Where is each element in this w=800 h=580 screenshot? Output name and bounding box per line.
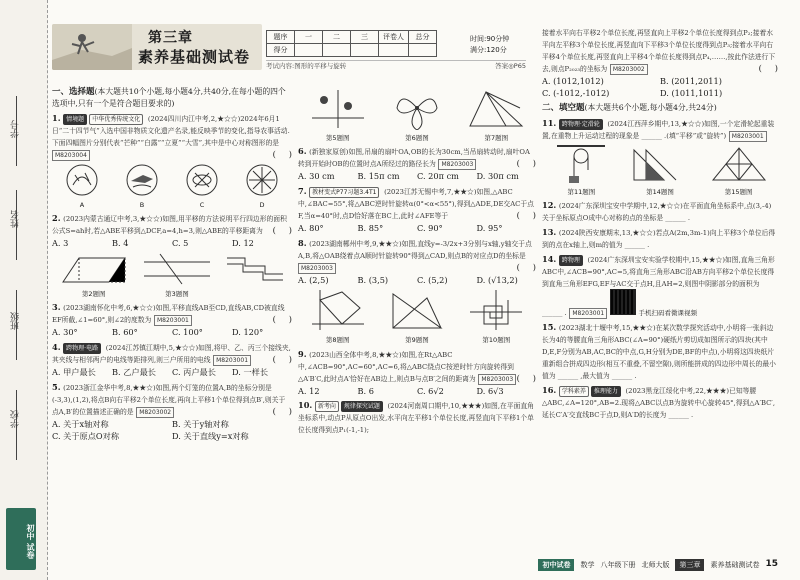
question-text: (2024河南周口期中,10,★★★)如图,在平面直角坐标系中,动点P从原点O出发,水平向左平移1个单位长度,再竖直向下平移1个单位长度得到点P₁(-1,-1); [298,402,534,435]
question-text: (2023内蒙古通辽中考,3,★☆☆)如图,用平移的方法说明平行四边形的面积公式S=ah时,若△ABE平移到△DCF,a=4,h=3,则△ABE的平移距离为 [52,215,287,236]
option[interactable]: D. 30π cm [476,171,519,182]
question-code: M8203003 [298,263,336,274]
figure-caption: 第11题图 [567,187,596,196]
option[interactable]: A. 关于x轴对称 [52,418,109,429]
option[interactable]: B. 乙户最长 [112,367,156,378]
option[interactable]: C. 100° [172,327,203,338]
question-text: (新独家原创)如图,吊扇的扇叶OA,OB的长为30cm,当吊扇转动时,扇叶OA转到开始时OB的位置时点A所经过的路径长为 [298,148,530,169]
footer-subject: 数学 [580,560,595,569]
figure-caption: 第8题图 [325,336,350,345]
option[interactable]: D. (1011,1011) [660,87,723,98]
question-code: M8203002 [610,64,648,75]
question-tag: 教材变式P77习题3.4T1 [309,187,379,198]
score-cell: 一 [295,31,323,44]
option[interactable]: B. 关于y轴对称 [172,418,229,429]
option[interactable]: C. 20π cm [417,171,459,182]
solar-term-figure-icon [63,163,101,197]
score-input[interactable] [351,44,379,57]
footer-grade: 八年级下册 [600,560,636,569]
question-text: (2023湖北十堰中考,15,★★☆)在某次数学探究活动中,小明将一张斜边长为4的等腰直角三角形ABC(∠A=90°)硬纸片剪切成如图所示的四块(其中D,E,F分别为AB,AC,BC的中点,G,H分别为DE,BF的中点),小明将这四块纸片重新组合拼成四边形(相互不重叠,不留空隙),则所能拼成的四边形中周长的最小值为 ______ ,最大值为 ______ . [542,324,776,380]
option[interactable]: A. 30 cm [298,171,335,182]
score-cell: 得分 [267,44,295,57]
question-12: 12. (2024广东深圳宝安中学期中,12,★☆☆)在平面直角坐标系中,点(3,-4)关于坐标原点O成中心对称的点的坐标是 ______ . [542,200,772,222]
option[interactable]: A. 12 [298,385,320,396]
test-title: 素养基础测试卷 [138,48,251,66]
translated-triangle-figure-icon [630,144,690,184]
page-footer [538,558,778,572]
section-2-heading [542,102,778,114]
question-text: (2024广东深圳宝安中学期中,12,★☆☆)在平面直角坐标系中,点(3,-4)关于坐标原点O成中心对称的点的坐标是 ______ . [542,202,772,222]
score-input[interactable] [295,44,323,57]
banner-illustration-icon [52,24,132,70]
question-15: 15. (2023湖北十堰中考,15,★★☆)在某次数学探究活动中,小明将一张斜边长为4的等腰直角三角形ABC(∠A=90°)硬纸片剪切成如图所示的四块(其中D,E,F分别为AB,AC,BC的中点,G,H分别为DE,BF的中点),小明将这四块纸片重新组合拼成四边形(相互不重叠,不留空隙),则所能拼成的四边形中周长的最小值为 ______ ,最大值为 ______ . [542,322,776,380]
question-5: 5. (2023浙江金华中考,8,★★☆)如图,两个灯笼的位置A,B的坐标分别是(-3,3),(1,2),将点B向右平移2个单位长度,再向上平移1个单位得到点B′,则关于点A,B′的位置描述正确的是 M8203002 ( ) A. 关于x轴对称 B. 关于y轴对称 C. 关于原点O对称 D. 关于直线y=x对称 [52,381,292,441]
question-code: M8203003 [478,374,516,385]
triangle-rotation-figure-icon [466,88,526,130]
question-11: 11. 跨物理·定滑轮 (2024江西萍乡期中,13,★☆☆)如图,一个定滑轮起重装置,在重物上升运动过程的现象是 ______ .(填“平移”或“旋转”) M8203001 第11题图 第14题图 第15题图 [542,118,778,197]
ceiling-fan-figure-icon [387,88,447,130]
exam-scope [266,60,526,71]
option-label: B [139,200,145,209]
question-text: 接着水平向右平移2个单位长度,再竖直向上平移2个单位长度得到点P₂;接着水平向左平移3个单位长度,再竖直向下平移3个单位长度得到点P₃;接着水平向右平移4个单位长度,再竖直向上平移4个单位长度得到点P₄,……,按此作法进行下去,则点P₂₀₂₃的坐标为 [542,29,776,73]
question-text: (2024广东深圳宝安实验学校期中,15,★★☆)如图,直角三角形ABC中,∠ACB=90°,AC=5,将直角三角形ABC沿AB方向平移2个单位长度得到直角三角形EFG,EF与AC交于点H,且AH=2,则图中阴影部分的面积为 ______ . [542,255,775,318]
option[interactable]: C. 6√2 [417,385,444,396]
question-code: M8203004 [52,150,90,161]
name-label: 姓名 [11,210,21,228]
footer-chapter: 第三章 [675,559,704,571]
question-text: (2023湖南郴州中考,9,★★☆)如图,直线y=-3/2x+3分别与x轴,y轴交于点A,B,将△OAB绕着点A顺时针旋转90°得到△CAD,则点B的对应点D的坐标是 [298,239,532,260]
option[interactable]: A. 80° [298,222,324,233]
coordinate-lanterns-figure-icon [308,88,368,130]
option-label: D [259,200,265,209]
section-note: (本大题共6个小题,每小题4分,共24分) [584,103,717,113]
scope-text: 考试内容:图形的平移与旋转 [266,62,347,70]
parallelogram-figure-icon [59,252,129,286]
question-text: (2024陕西安康期末,13,★☆☆)若点A(2m,3m-1)向上平移3个单位后得到的点在x轴上,则m的值为 ______ . [542,228,776,249]
option[interactable]: C. 关于原点O对称 [52,430,120,441]
question-tag: 推理能力 [591,386,621,397]
question-text: (2024江西萍乡期中,13,★☆☆)如图,一个定滑轮起重装置,在重物上升运动过程的现象是 ______ .(填“平移”或“旋转”) [542,119,775,140]
score-input[interactable] [379,44,409,57]
question-tag: 规律探究试题 [341,401,383,412]
figure-caption: 第7题图 [484,133,509,142]
time-info [470,34,509,55]
q5-q7-figures [298,88,536,143]
page-header [52,24,532,70]
figure-caption: 第10题图 [482,336,511,345]
question-2: 2. (2023内蒙古通辽中考,3,★☆☆)如图,用平移的方法说明平行四边形的面积公式S=ah时,若△ABE平移到△DCF,a=4,h=3,则△ABE的平移距离为 ( ) A. 3 B. 4 C. 5 D. 12 第2题图 第3题图 [52,213,292,298]
option[interactable]: B. 6 [357,385,374,396]
options [298,223,536,235]
brand-badge: 初中 试卷 [6,508,36,570]
isosceles-triangle-cut-figure-icon [709,144,769,184]
question-tag: 跨物理·电路 [63,343,101,354]
score-cell: 总分 [409,31,437,44]
option[interactable]: D. 120° [232,327,264,338]
figure-caption: 第3题图 [165,289,189,298]
options [52,327,292,339]
options [52,367,292,379]
q11-q15-figures [542,144,778,197]
section-title: 二、填空题 [542,103,585,114]
options [542,76,778,100]
class-label: 班级 [11,312,21,330]
question-tag: 情境题 [63,114,87,125]
option[interactable]: A. 甲户最长 [52,367,96,378]
score-cell: 题序 [267,31,295,44]
spiral-path-figure-icon [466,288,526,332]
qr-caption: 手机扫码看微课视频 [638,309,697,318]
option[interactable]: A. (2,5) [298,274,329,285]
question-8: 8. (2023湖南郴州中考,9,★★☆)如图,直线y=-3/2x+3分别与x轴,y轴交于点A,B,将△OAB绕着点A顺时针旋转90°得到△CAD,则点B的对应点D的坐标是 M8203003 ( ) A. (2,5) B. (3,5) C. (5,2) D. (√13,2) 第8题图 第9题图 第10题图 [298,237,536,345]
option[interactable]: D. 12 [232,238,254,249]
section-title: 一、选择题 [52,87,95,97]
option[interactable]: C. 丙户最长 [172,367,216,378]
question-code: M8203001 [569,308,607,319]
column-1 [52,86,292,443]
option[interactable]: C. 5 [172,238,189,249]
question-code: M8203003 [438,159,476,170]
solar-term-figure-icon [183,163,221,197]
question-13: 13. (2024陕西安康期末,13,★☆☆)若点A(2m,3m-1)向上平移3个单位后得到的点在x轴上,则m的值为 ______ . [542,226,776,249]
question-text: (2023山西全体中考,8,★★☆)如图,在Rt△ABC中,∠ACB=90°,AC=60°,AC=6,将△ABC绕点C按逆时针方向旋转得到△A′B′C,此时点A′恰好在AB边上,则点B与点B′之间的距离为 [298,350,514,383]
question-14: 14. 跨物理 (2024广东深圳宝安实验学校期中,15,★★☆)如图,直角三角形ABC中,∠ACB=90°,AC=5,将直角三角形ABC沿AB方向平移2个单位长度得到直角三角形EFG,EF与AC交于点H,且AH=2,则图中阴影部分的面积为 ______ . M8203001 手机扫码看微课视频 [542,253,775,318]
option[interactable]: A. 30° [52,327,78,338]
figure-caption: 第5题图 [325,133,350,142]
question-16: 16. 学科素养 推理能力 (2023黑龙江绥化中考,22,★★★)已知等腰△ABC,∠A=120°,AB=2.现将△ABC以点B为旋转中心旋转45°,得到△A′BC′,延长C′A′交直线BC于点D,则A′D的长度为 ______ . [542,384,776,419]
q2-q3-figures [52,252,292,299]
option[interactable]: B. 15π cm [357,171,400,182]
options [52,238,292,250]
full-mark: 满分:120分 [470,45,507,54]
figure-caption: 第15题图 [724,187,753,196]
right-triangle-rotation-figure-icon [387,288,447,332]
column-2 [298,86,536,436]
parallel-lines-figure-icon [142,252,212,286]
q1-figures [52,163,292,210]
option-label: A [79,200,85,209]
figure-caption: 第14题图 [646,187,674,196]
option[interactable]: C. (-1012,-1012) [542,87,610,98]
question-tag: 学科素养 [559,386,589,397]
score-cell: 二 [323,31,351,44]
question-code: M8203001 [729,131,767,142]
figure-caption: 第2题图 [81,289,106,298]
question-code: M8203002 [136,407,174,418]
question-4: 4. 跨物理·电路 (2024江苏镇江期中,5,★☆☆)如图,将甲、乙、丙三个接线夹,其夹线与相邻两户的电线等距排列,则三户所用的电线 M8203001 ( ) A. 甲户最长 B. 乙户最长 C. 丙户最长 D. 一样长 [52,342,292,378]
question-code: M8203001 [154,315,192,326]
score-cell: 评卷人 [379,31,409,44]
option[interactable]: D. (√13,2) [476,274,518,285]
question-6: 6. (新独家原创)如图,吊扇的扇叶OA,OB的长为30cm,当吊扇转动时,扇叶OA转到开始时OB的位置时点A所经过的路径长为 M8203003 ( ) A. 30 cm B. 15π cm C. 20π cm D. 30π cm [298,146,536,182]
question-tag: 中华优秀传统文化 [89,114,143,125]
question-10-continued: 接着水平向右平移2个单位长度,再竖直向上平移2个单位长度得到点P₂;接着水平向左平移3个单位长度,再竖直向下平移3个单位长度得到点P₃;接着水平向右平移4个单位长度,再竖直向上平移4个单位长度得到点P₄,……,按此作法进行下去,则点P₂₀₂₃的坐标为 M8203002 ( ) A. (1012,1012) B. (2011,2011) C. (-1012,-1012) D. (1011,1011) [542,29,778,98]
wires-figure-icon [225,252,285,286]
question-text: (2024四川内江中考,2,★☆☆)2024年6月1日“二十四节气”入选中国非物质文化遗产名录,能反映季节的变化,指导农事活动.下面四幅图片分别代表“芒种”“白露”“立夏”“大雪”,其中是中心对称图形的是 [52,115,290,148]
options [52,419,292,443]
figure-caption: 第9题图 [405,336,429,345]
question-7: 7. 教材变式P77习题3.4T1 (2023江苏无锡中考,7,★★☆)如图,△ABC中,∠BAC=55°,将△ABC逆时针旋转α(0°<α<55°),得到△ADE,DE交AC于点F,当α=40°时,点D恰好落在BC上,此时∠AFE等于 ( ) A. 80° B. 85° C. 90° D. 95° [298,186,536,233]
options [298,275,536,287]
answer-ref: 答案◎P65 [495,62,526,70]
question-text: (2023湖南怀化中考,6,★☆☆)如图,平移直线AB至CD,直线AB,CD被直线EF所截,∠1=60°,则∠2的度数为 [52,304,285,325]
option[interactable]: B. 4 [112,238,129,249]
solar-term-figure-icon [243,163,281,197]
qr-code-icon[interactable] [610,289,636,315]
question-text: (2023江苏无锡中考,7,★★☆)如图,△ABC中,∠BAC=55°,将△ABC逆时针旋转α(0°<α<55°),得到△ADE,DE交AC于点F,当α=40°时,点D恰好落在BC上,此时∠AFE等于 [298,188,534,220]
question-text: (2024江苏镇江期中,5,★☆☆)如图,将甲、乙、丙三个接线夹,其夹线与相邻两户的电线等距排列,则三户所用的电线 [52,344,291,365]
option[interactable]: C. (5,2) [417,274,448,285]
option[interactable]: D. 一样长 [232,367,269,378]
question-3: 3. (2023湖南怀化中考,6,★☆☆)如图,平移直线AB至CD,直线AB,CD被直线EF所截,∠1=60°,则∠2的度数为 M8203001 ( ) A. 30° B. 60° C. 100° D. 120° [52,302,292,338]
q8-q10-figures [298,288,536,345]
column-3 [542,24,778,421]
line-rotation-figure-icon [308,288,368,332]
option[interactable]: B. (2011,2011) [660,75,722,86]
option[interactable]: A. 3 [52,238,69,249]
question-tag: 新考向 [315,401,339,412]
question-10: 10. 新考向 规律探究试题 (2024河南周口期中,10,★★★)如图,在平面直角坐标系中,动点P从原点O出发,水平向左平移1个单位长度,再竖直向下平移1个单位长度得到点P₁(-1,-1); [298,400,534,435]
pulley-figure-icon [551,144,611,184]
option[interactable]: B. (3,5) [357,274,389,285]
option[interactable]: C. 90° [417,222,443,233]
option[interactable]: B. 85° [357,222,384,233]
footer-brand: 初中试卷 [538,559,574,571]
options [298,386,536,398]
question-text: (2023浙江金华中考,8,★★☆)如图,两个灯笼的位置A,B的坐标分别是(-3,3),(1,2),将点B向右平移2个单位长度,再向上平移1个单位得到点B′,则关于点A,B′的位置描述正确的是 [52,383,286,416]
solar-term-figure-icon [123,163,161,197]
section-1-heading [52,86,292,110]
student-id-label: 学号 [11,120,21,138]
question-1: 1. 情境题 中华优秀传统文化 (2024四川内江中考,2,★☆☆)2024年6月1日“二十四节气”入选中国非物质文化遗产名录,能反映季节的变化,指导农事活动.下面四幅图片分别代表“芒种”“白露”“立夏”“大雪”,其中是中心对称图形的是 M8203004 ( ) A B C D [52,113,292,209]
section-note: (本大题共10个小题,每小题4分,共40分,在每小题的四个选项中,只有一个是符合题目要求的) [52,87,286,109]
option[interactable]: D. 关于直线y=x对称 [172,430,249,441]
option-label: C [199,200,205,209]
question-tag: 跨物理 [559,255,583,266]
option[interactable]: A. (1012,1012) [542,75,604,86]
time-limit: 时间:90分钟 [470,35,510,43]
score-cell: 三 [351,31,379,44]
score-input[interactable] [323,44,351,57]
options [298,171,536,183]
option[interactable]: D. 95° [476,222,503,233]
score-table [266,30,437,57]
footer-edition: 北师大版 [641,560,670,569]
option[interactable]: B. 60° [112,327,138,338]
question-code: M8203001 [213,355,251,366]
chapter-title: 第三章 [148,30,193,46]
binding-strip [0,0,48,580]
school-label: 学校 [11,410,21,428]
footer-test-name: 素养基础测试卷 [710,560,760,569]
title-banner [52,24,262,70]
score-input[interactable] [409,44,437,57]
option[interactable]: D. 6√3 [476,385,504,396]
figure-caption: 第6题图 [405,133,429,142]
question-text: (2023黑龙江绥化中考,22,★★★)已知等腰△ABC,∠A=120°,AB=2.现将△ABC以点B为旋转中心旋转45°,得到△A′BC′,延长C′A′交直线BC于点D,则A′D的长度为 ______ . [542,386,776,419]
page-number: 15 [765,559,778,570]
question-9: 9. (2023山西全体中考,8,★★☆)如图,在Rt△ABC中,∠ACB=90°,AC=60°,AC=6,将△ABC绕点C按逆时针方向旋转得到△A′B′C,此时点A′恰好在AB边上,则点B与点B′之间的距离为 M8203003 ( ) A. 12 B. 6 C. 6√2 D. 6√3 [298,348,536,396]
question-tag: 跨物理·定滑轮 [559,119,603,130]
